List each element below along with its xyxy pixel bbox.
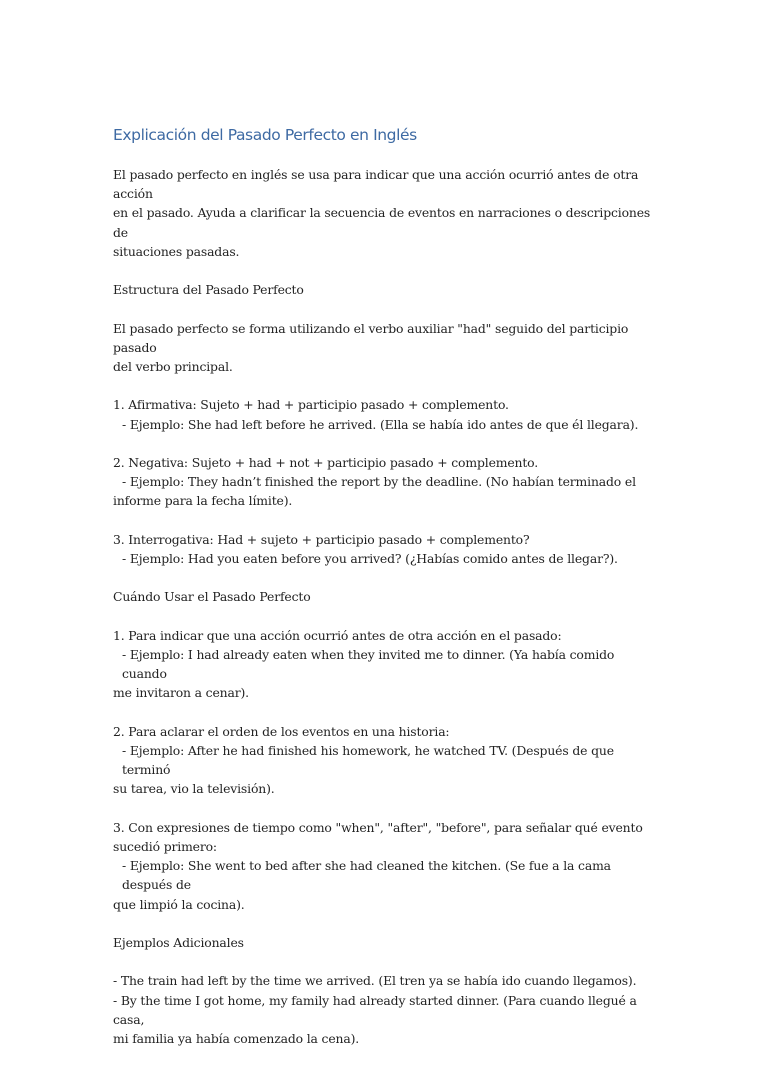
list-item-example: - Ejemplo: She had left before he arrived. (Ella se había ido antes de que él llegara). xyxy=(122,416,639,432)
list-item-uso-3 xyxy=(113,818,658,914)
section-heading-ejemplos xyxy=(113,933,658,952)
list-item-rule: 3. Con expresiones de tiempo como "when", "after", "before", para señalar qué evento xyxy=(113,819,643,835)
list-item-rule: 1. Para indicar que una acción ocurrió antes de otra acción en el pasado: xyxy=(113,627,562,643)
bullet-line: - The train had left by the time we arrived. (El tren ya se había ido cuando llegamos). xyxy=(113,973,637,989)
list-item-rule: 2. Para aclarar el orden de los eventos en una historia: xyxy=(113,723,450,739)
list-item-example-continued: su tarea, vio la televisión). xyxy=(113,781,275,797)
list-item-rule-continued: sucedió primero: xyxy=(113,838,217,854)
section-heading-text: Cuándo Usar el Pasado Perfecto xyxy=(113,589,311,605)
paragraph-line: El pasado perfecto se forma utilizando el verbo auxiliar "had" seguido del participio pasado xyxy=(113,320,629,355)
list-item-negativa xyxy=(113,453,658,511)
list-item-example: - Ejemplo: After he had finished his homework, he watched TV. (Después de que terminó xyxy=(122,742,614,778)
document-body xyxy=(113,124,658,1067)
paragraph-line: en el pasado. Ayuda a clarificar la secuencia de eventos en narraciones o descripciones de xyxy=(113,205,651,240)
section-heading-cuando-usar xyxy=(113,587,658,606)
list-item-rule: 2. Negativa: Sujeto + had + not + participio pasado + complemento. xyxy=(113,454,539,470)
section-heading-text: Ejemplos Adicionales xyxy=(113,934,244,950)
list-item-example: - Ejemplo: I had already eaten when they invited me to dinner. (Ya había comido cuando xyxy=(122,646,615,682)
list-item-uso-2 xyxy=(113,722,658,799)
paragraph-ejemplos-adicionales xyxy=(113,971,658,1048)
list-item-rule: 1. Afirmativa: Sujeto + had + participio pasado + complemento. xyxy=(113,397,509,413)
list-item-example: - Ejemplo: They hadn’t finished the report by the deadline. (No habían terminado el xyxy=(122,474,636,490)
list-item-example-continued: me invitaron a cenar). xyxy=(113,685,249,701)
list-item-interrogativa xyxy=(113,530,658,568)
paragraph-intro xyxy=(113,165,658,261)
list-item-uso-1 xyxy=(113,626,658,703)
bullet-line: - By the time I got home, my family had already started dinner. (Para cuando llegué a casa, xyxy=(113,992,637,1027)
paragraph-line: El pasado perfecto en inglés se usa para indicar que una acción ocurrió antes de otra acción xyxy=(113,167,639,202)
list-item-afirmativa xyxy=(113,395,658,433)
paragraph-estructura xyxy=(113,319,658,377)
section-heading-estructura xyxy=(113,280,658,299)
list-item-example: - Ejemplo: She went to bed after she had cleaned the kitchen. (Se fue a la cama después de xyxy=(122,858,611,893)
list-item-example-continued: informe para la fecha límite). xyxy=(113,493,293,509)
list-item-example: - Ejemplo: Had you eaten before you arrived? (¿Habías comido antes de llegar?). xyxy=(122,550,618,566)
section-heading-text: Estructura del Pasado Perfecto xyxy=(113,282,304,298)
paragraph-line: situaciones pasadas. xyxy=(113,243,240,259)
list-item-example-continued: que limpió la cocina). xyxy=(113,896,245,912)
list-item-rule: 3. Interrogativa: Had + sujeto + participio pasado + complemento? xyxy=(113,531,530,547)
paragraph-line: del verbo principal. xyxy=(113,359,233,374)
document-title: Explicación del Pasado Perfecto en Inglés xyxy=(113,126,417,144)
bullet-line-continued: mi familia ya había comenzado la cena). xyxy=(113,1030,360,1046)
